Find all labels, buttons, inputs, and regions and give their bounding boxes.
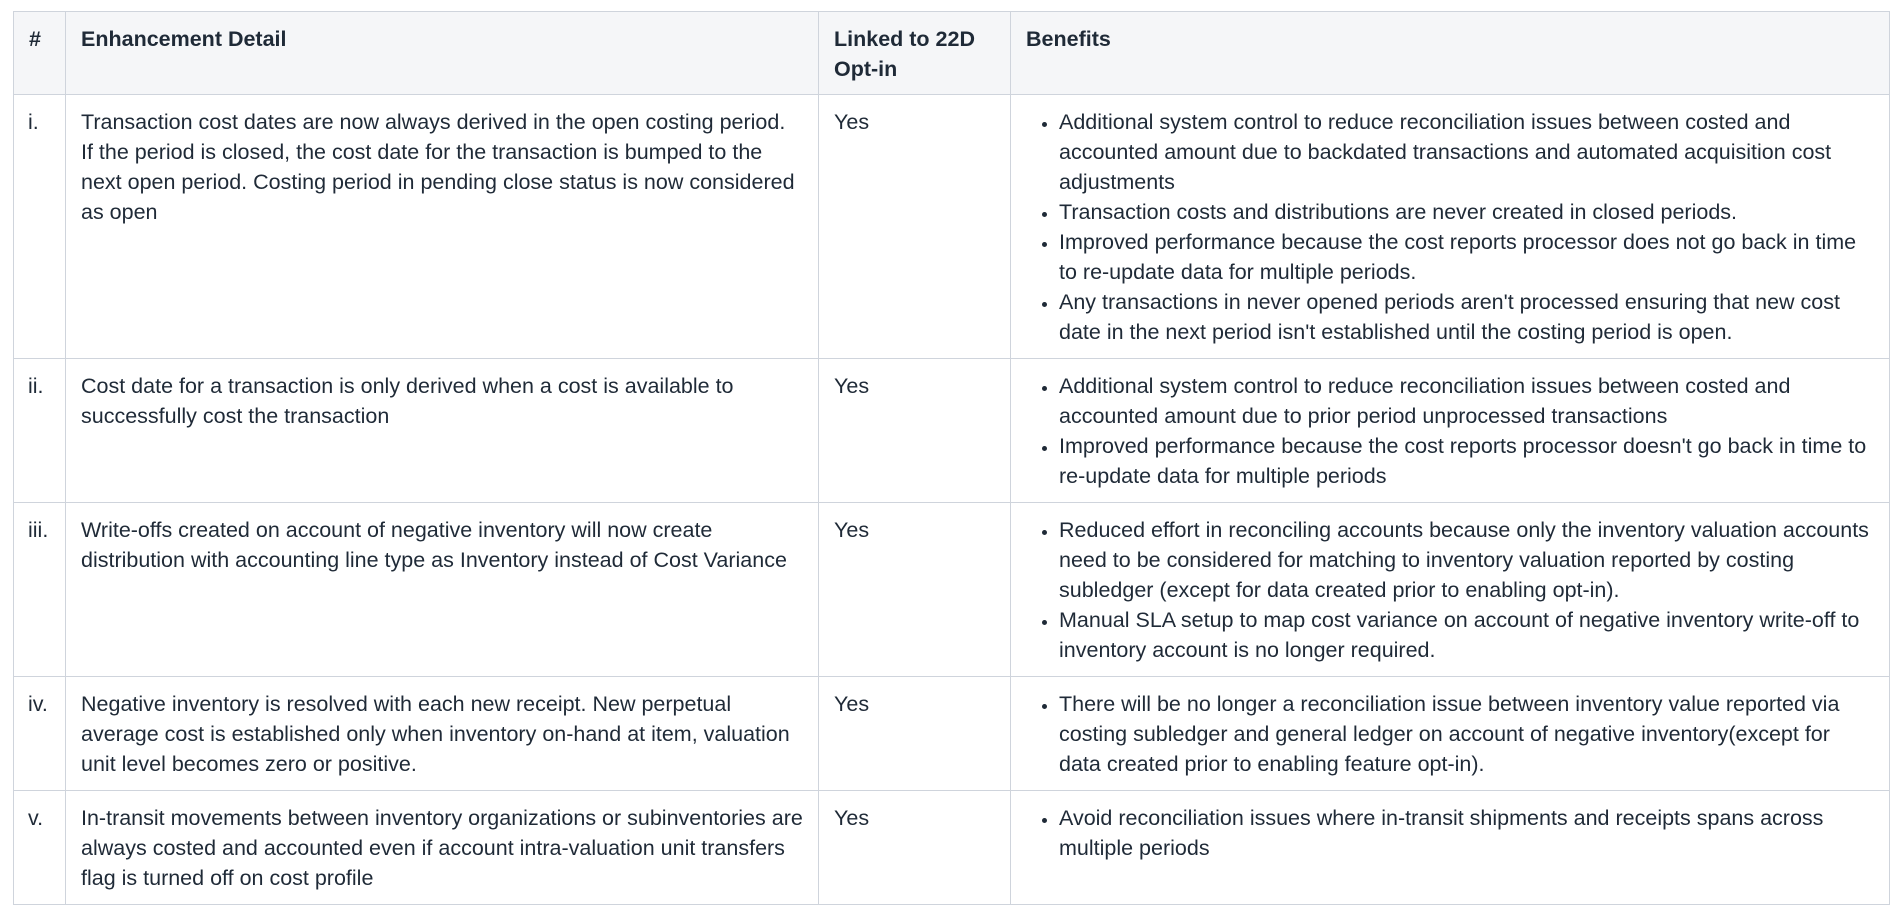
benefits-cell (1011, 791, 1890, 905)
table-header-row (14, 12, 1890, 95)
benefits-list (1026, 107, 1874, 347)
enhancements-table-container (13, 11, 1889, 905)
header-number: # (14, 12, 66, 95)
linked-opt-in: Yes (819, 791, 1011, 905)
benefit-item: • Transaction costs and distributions are never created in closed periods. (1059, 197, 1874, 227)
benefit-item: • Reduced effort in reconciling accounts because only the inventory valuation accounts need to be considered for matching to inventory valuation reported by costing subledger (except for data created prior to enabling opt-in). (1059, 515, 1874, 605)
row-number: i. (14, 95, 66, 359)
enhancement-detail: Cost date for a transaction is only derived when a cost is available to successfully cost the transaction (66, 359, 819, 503)
linked-opt-in: Yes (819, 95, 1011, 359)
linked-opt-in: Yes (819, 503, 1011, 677)
table-row (14, 95, 1890, 359)
benefits-cell (1011, 95, 1890, 359)
header-linked-opt-in: Linked to 22D Opt-in (819, 12, 1011, 95)
benefit-item: • Improved performance because the cost reports processor does not go back in time to re-update data for multiple periods. (1059, 227, 1874, 287)
enhancement-detail: Transaction cost dates are now always derived in the open costing period. If the period is closed, the cost date for the transaction is bumped to the next open period. Costing period in pending close status is now considered as open (66, 95, 819, 359)
row-number: v. (14, 791, 66, 905)
table-row (14, 503, 1890, 677)
benefits-list (1026, 689, 1874, 779)
benefit-item: • There will be no longer a reconciliation issue between inventory value reported via costing subledger and general ledger on account of negative inventory(except for data created prior to enabling feature opt-in). (1059, 689, 1874, 779)
benefit-item: • Improved performance because the cost reports processor doesn't go back in time to re-update data for multiple periods (1059, 431, 1874, 491)
enhancement-detail: Negative inventory is resolved with each new receipt. New perpetual average cost is established only when inventory on-hand at item, valuation unit level becomes zero or positive. (66, 677, 819, 791)
table-row (14, 677, 1890, 791)
row-number: iii. (14, 503, 66, 677)
benefit-item: • Additional system control to reduce reconciliation issues between costed and accounted amount due to prior period unprocessed transactions (1059, 371, 1874, 431)
table-row (14, 359, 1890, 503)
row-number: iv. (14, 677, 66, 791)
linked-opt-in: Yes (819, 359, 1011, 503)
benefits-cell (1011, 359, 1890, 503)
benefit-item: • Additional system control to reduce reconciliation issues between costed and accounted amount due to backdated transactions and automated acquisition cost adjustments (1059, 107, 1874, 197)
benefit-item: • Manual SLA setup to map cost variance on account of negative inventory write-off to inventory account is no longer required. (1059, 605, 1874, 665)
table-row (14, 791, 1890, 905)
enhancement-detail: In-transit movements between inventory organizations or subinventories are always costed and accounted even if account intra-valuation unit transfers flag is turned off on cost profile (66, 791, 819, 905)
row-number: ii. (14, 359, 66, 503)
enhancements-table (13, 11, 1890, 905)
benefits-list (1026, 371, 1874, 491)
benefits-cell (1011, 503, 1890, 677)
benefit-item: • Avoid reconciliation issues where in-transit shipments and receipts spans across multiple periods (1059, 803, 1874, 863)
benefits-list (1026, 515, 1874, 665)
benefit-item: • Any transactions in never opened periods aren't processed ensuring that new cost date in the next period isn't established until the costing period is open. (1059, 287, 1874, 347)
header-enhancement-detail: Enhancement Detail (66, 12, 819, 95)
benefits-list (1026, 803, 1874, 863)
benefits-cell (1011, 677, 1890, 791)
linked-opt-in: Yes (819, 677, 1011, 791)
enhancement-detail: Write-offs created on account of negative inventory will now create distribution with accounting line type as Inventory instead of Cost Variance (66, 503, 819, 677)
header-benefits: Benefits (1011, 12, 1890, 95)
